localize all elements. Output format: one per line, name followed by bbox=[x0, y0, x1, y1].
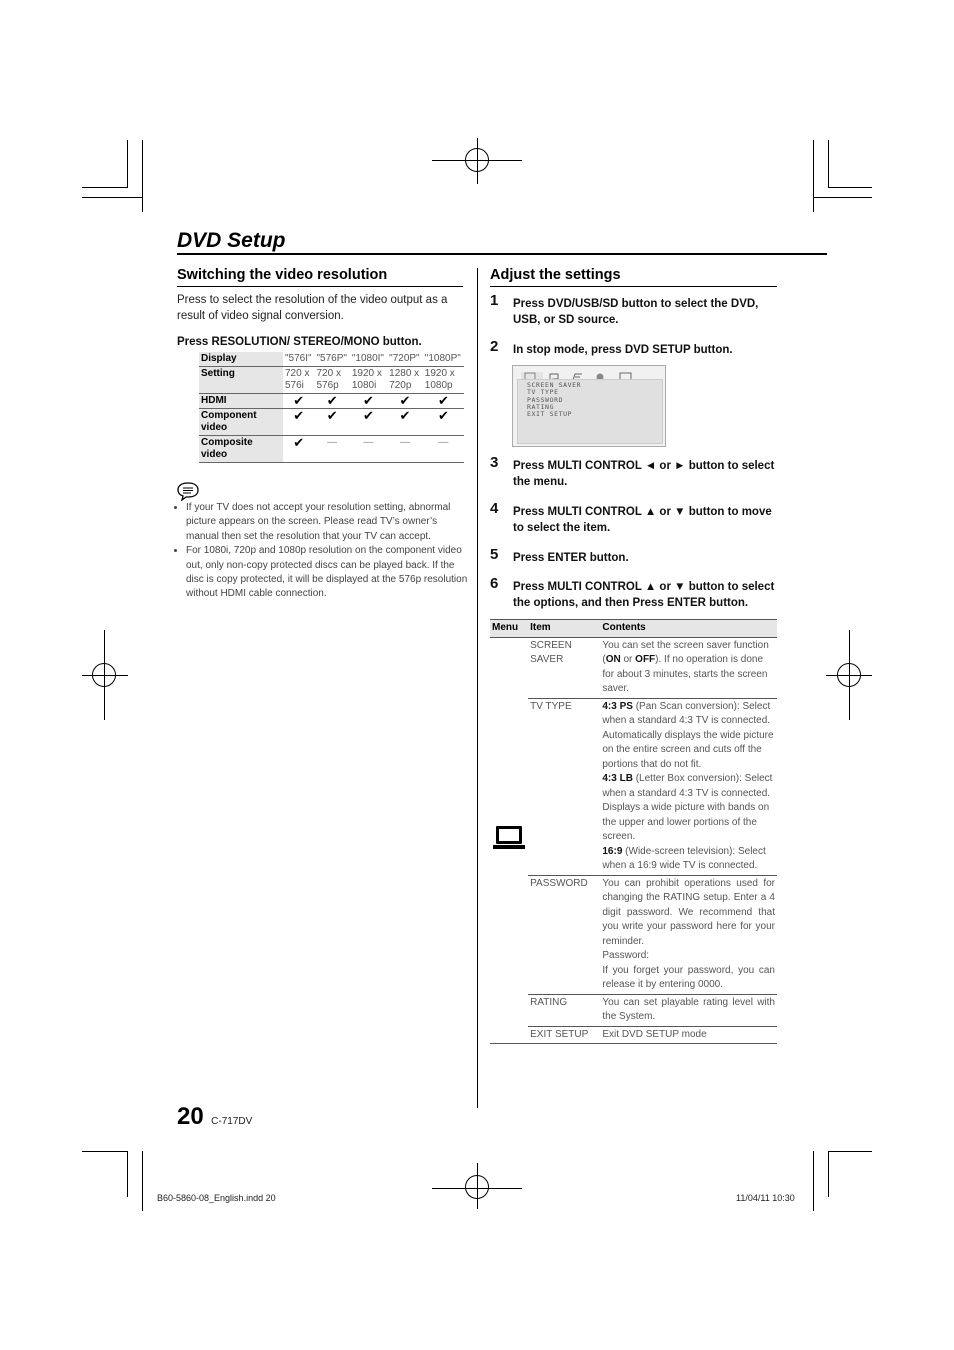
step-text: Press MULTI CONTROL ▲ or ▼ button to move to select the item. bbox=[513, 506, 772, 534]
header-item: Item bbox=[530, 622, 551, 633]
contents-cell bbox=[600, 875, 777, 994]
dash-mark: — bbox=[423, 436, 464, 463]
notes-list bbox=[177, 501, 472, 602]
contents-text: If you forget your password, you can release it by entering 0000. bbox=[602, 964, 775, 990]
setup-menu-item: SCREEN SAVER bbox=[527, 381, 582, 389]
page-title: DVD Setup bbox=[177, 229, 286, 252]
dash-mark: — bbox=[350, 436, 387, 463]
contents-cell bbox=[600, 994, 777, 1026]
print-file-name: B60-5860-08_English.indd 20 bbox=[157, 1193, 276, 1203]
setup-menu-panel bbox=[517, 379, 663, 444]
dash-mark: — bbox=[314, 436, 349, 463]
component-row bbox=[199, 409, 464, 436]
heading-rule bbox=[177, 286, 463, 287]
table-row bbox=[490, 1026, 777, 1044]
display-cell: "576I" bbox=[285, 353, 312, 364]
contents-cell bbox=[600, 637, 777, 698]
setup-screen-illustration bbox=[512, 365, 666, 447]
header-menu: Menu bbox=[492, 622, 519, 633]
check-mark: ✔ bbox=[283, 394, 314, 409]
header-contents: Contents bbox=[602, 622, 646, 633]
step-number: 6 bbox=[490, 575, 499, 592]
contents-text: or bbox=[620, 654, 636, 665]
step-3 bbox=[490, 454, 780, 490]
resolution-table bbox=[199, 352, 464, 463]
item-cell: EXIT SETUP bbox=[528, 1026, 600, 1044]
option-label: OFF bbox=[635, 654, 656, 665]
page-number: 20 bbox=[177, 1103, 204, 1130]
step-number: 5 bbox=[490, 546, 499, 563]
check-mark: ✔ bbox=[350, 409, 387, 436]
setup-menu-items bbox=[518, 380, 662, 418]
menu-contents-table bbox=[490, 619, 777, 1044]
setting-cell: 720 x 576p bbox=[314, 367, 349, 394]
composite-row bbox=[199, 436, 464, 463]
step-text: Press MULTI CONTROL ◄ or ► button to select the menu. bbox=[513, 460, 775, 488]
contents-text: You can set the screen saver function ( bbox=[602, 639, 769, 665]
display-cell: "720P" bbox=[389, 353, 420, 364]
step-1 bbox=[490, 292, 780, 328]
heading-rule bbox=[490, 286, 777, 287]
contents-text: ). If no operation is done for about 3 minutes, starts the screen saver. bbox=[602, 654, 768, 694]
contents-text: You can set playable rating level with the System. bbox=[602, 996, 775, 1022]
check-mark: ✔ bbox=[314, 409, 349, 436]
check-mark: ✔ bbox=[387, 409, 423, 436]
setting-cell: 1920 x 1080i bbox=[350, 367, 387, 394]
table-row bbox=[490, 698, 777, 875]
item-cell: RATING bbox=[528, 994, 600, 1026]
setup-menu-item: EXIT SETUP bbox=[527, 410, 573, 419]
option-label: ON bbox=[605, 654, 621, 665]
page-footer bbox=[177, 1103, 252, 1131]
item-cell: SCREEN SAVER bbox=[530, 639, 572, 665]
right-column-header bbox=[490, 267, 777, 287]
instruction-text: Press RESOLUTION/ STEREO/MONO button. bbox=[177, 336, 422, 348]
display-cell: "576P" bbox=[316, 353, 347, 364]
row-label: HDMI bbox=[199, 394, 283, 409]
setup-tab-bar bbox=[516, 369, 660, 377]
hdmi-row bbox=[199, 394, 464, 409]
setup-menu-item: TV TYPE bbox=[527, 388, 559, 397]
step-number: 3 bbox=[490, 454, 499, 471]
step-2 bbox=[490, 338, 780, 358]
check-mark: ✔ bbox=[387, 394, 423, 409]
model-name: C-717DV bbox=[211, 1116, 253, 1127]
check-mark: ✔ bbox=[283, 436, 314, 463]
step-text: Press DVD/USB/SD button to select the DVD, USB, or SD source. bbox=[513, 298, 759, 326]
table-row bbox=[490, 637, 777, 698]
column-divider bbox=[477, 268, 478, 1108]
table-row bbox=[490, 875, 777, 994]
display-cell: "1080P" bbox=[424, 353, 461, 364]
print-date: 11/04/11 10:30 bbox=[736, 1193, 795, 1203]
display-row bbox=[199, 352, 464, 367]
contents-cell bbox=[600, 1026, 777, 1044]
item-cell: TV TYPE bbox=[528, 698, 600, 875]
table-row bbox=[490, 994, 777, 1026]
note-item: • For 1080i, 720p and 1080p resolution on the component video out, only non-copy protected discs can be played back. If the disc is copy protected, it will be displayed at the 576p resolution without HDMI cable connection. bbox=[186, 544, 472, 602]
check-mark: ✔ bbox=[423, 409, 464, 436]
step-text: Press MULTI CONTROL ▲ or ▼ button to select the options, and then Press ENTER button. bbox=[513, 581, 775, 609]
section-heading-resolution: Switching the video resolution bbox=[177, 267, 388, 283]
step-number: 4 bbox=[490, 500, 499, 517]
display-label: Display bbox=[199, 352, 283, 367]
setting-row bbox=[199, 367, 464, 394]
dash-mark: — bbox=[387, 436, 423, 463]
setting-cell: 720 x 576i bbox=[283, 367, 314, 394]
tv-monitor-icon bbox=[492, 843, 526, 854]
title-rule bbox=[177, 253, 827, 255]
option-label: 4:3 PS bbox=[602, 700, 633, 712]
display-cell: "1080I" bbox=[351, 353, 384, 364]
contents-text: (Pan Scan conversion): Select when a standard 4:3 TV is connected. Automatically displays the wide picture on the entire screen and cuts off the portions that do not fit. bbox=[602, 700, 774, 770]
item-cell: PASSWORD bbox=[528, 875, 600, 994]
step-6 bbox=[490, 575, 780, 611]
setting-cell: 1280 x 720p bbox=[387, 367, 423, 394]
setup-menu-item: RATING bbox=[527, 402, 555, 411]
row-label: Composite video bbox=[199, 436, 283, 463]
menu-cell bbox=[490, 637, 528, 1044]
note-item: • If your TV does not accept your resolution setting, abnormal picture appears on the screen. Please read TV’s owner’s manual then set the resolution that your TV can accept. bbox=[186, 501, 472, 544]
contents-text: Exit DVD SETUP mode bbox=[602, 1028, 707, 1040]
setting-label: Setting bbox=[199, 367, 283, 394]
check-mark: ✔ bbox=[350, 394, 387, 409]
step-number: 1 bbox=[490, 292, 499, 309]
step-4 bbox=[490, 500, 780, 536]
check-mark: ✔ bbox=[314, 394, 349, 409]
intro-text: Press to select the resolution of the video output as a result of video signal conversion. bbox=[177, 294, 448, 322]
setting-cell: 1920 x 1080p bbox=[423, 367, 464, 394]
contents-text: (Wide-screen television): Select when a 16:9 wide TV is connected. bbox=[602, 845, 766, 871]
check-mark: ✔ bbox=[423, 394, 464, 409]
option-label: 16:9 bbox=[602, 845, 623, 857]
step-text: Press ENTER button. bbox=[513, 552, 629, 564]
contents-cell bbox=[600, 698, 777, 875]
step-5 bbox=[490, 546, 780, 566]
table-header-row bbox=[490, 620, 777, 638]
check-mark: ✔ bbox=[283, 409, 314, 436]
step-text: In stop mode, press DVD SETUP button. bbox=[513, 344, 733, 356]
contents-text: You can prohibit operations used for changing the RATING setup. Enter a 4 digit password. We recommend that you write your password here for your reminder. bbox=[602, 877, 775, 947]
row-label: Component video bbox=[199, 409, 283, 436]
section-heading-adjust: Adjust the settings bbox=[490, 267, 621, 283]
left-column bbox=[177, 267, 463, 350]
contents-text: Password: bbox=[602, 950, 650, 961]
contents-text: (Letter Box conversion): Select when a standard 4:3 TV is connected. Displays a wide picture with bands on the upper and lower portions of the screen. bbox=[602, 773, 773, 842]
step-number: 2 bbox=[490, 338, 499, 355]
setup-menu-item: PASSWORD bbox=[527, 395, 564, 404]
option-label: 4:3 LB bbox=[602, 773, 633, 784]
